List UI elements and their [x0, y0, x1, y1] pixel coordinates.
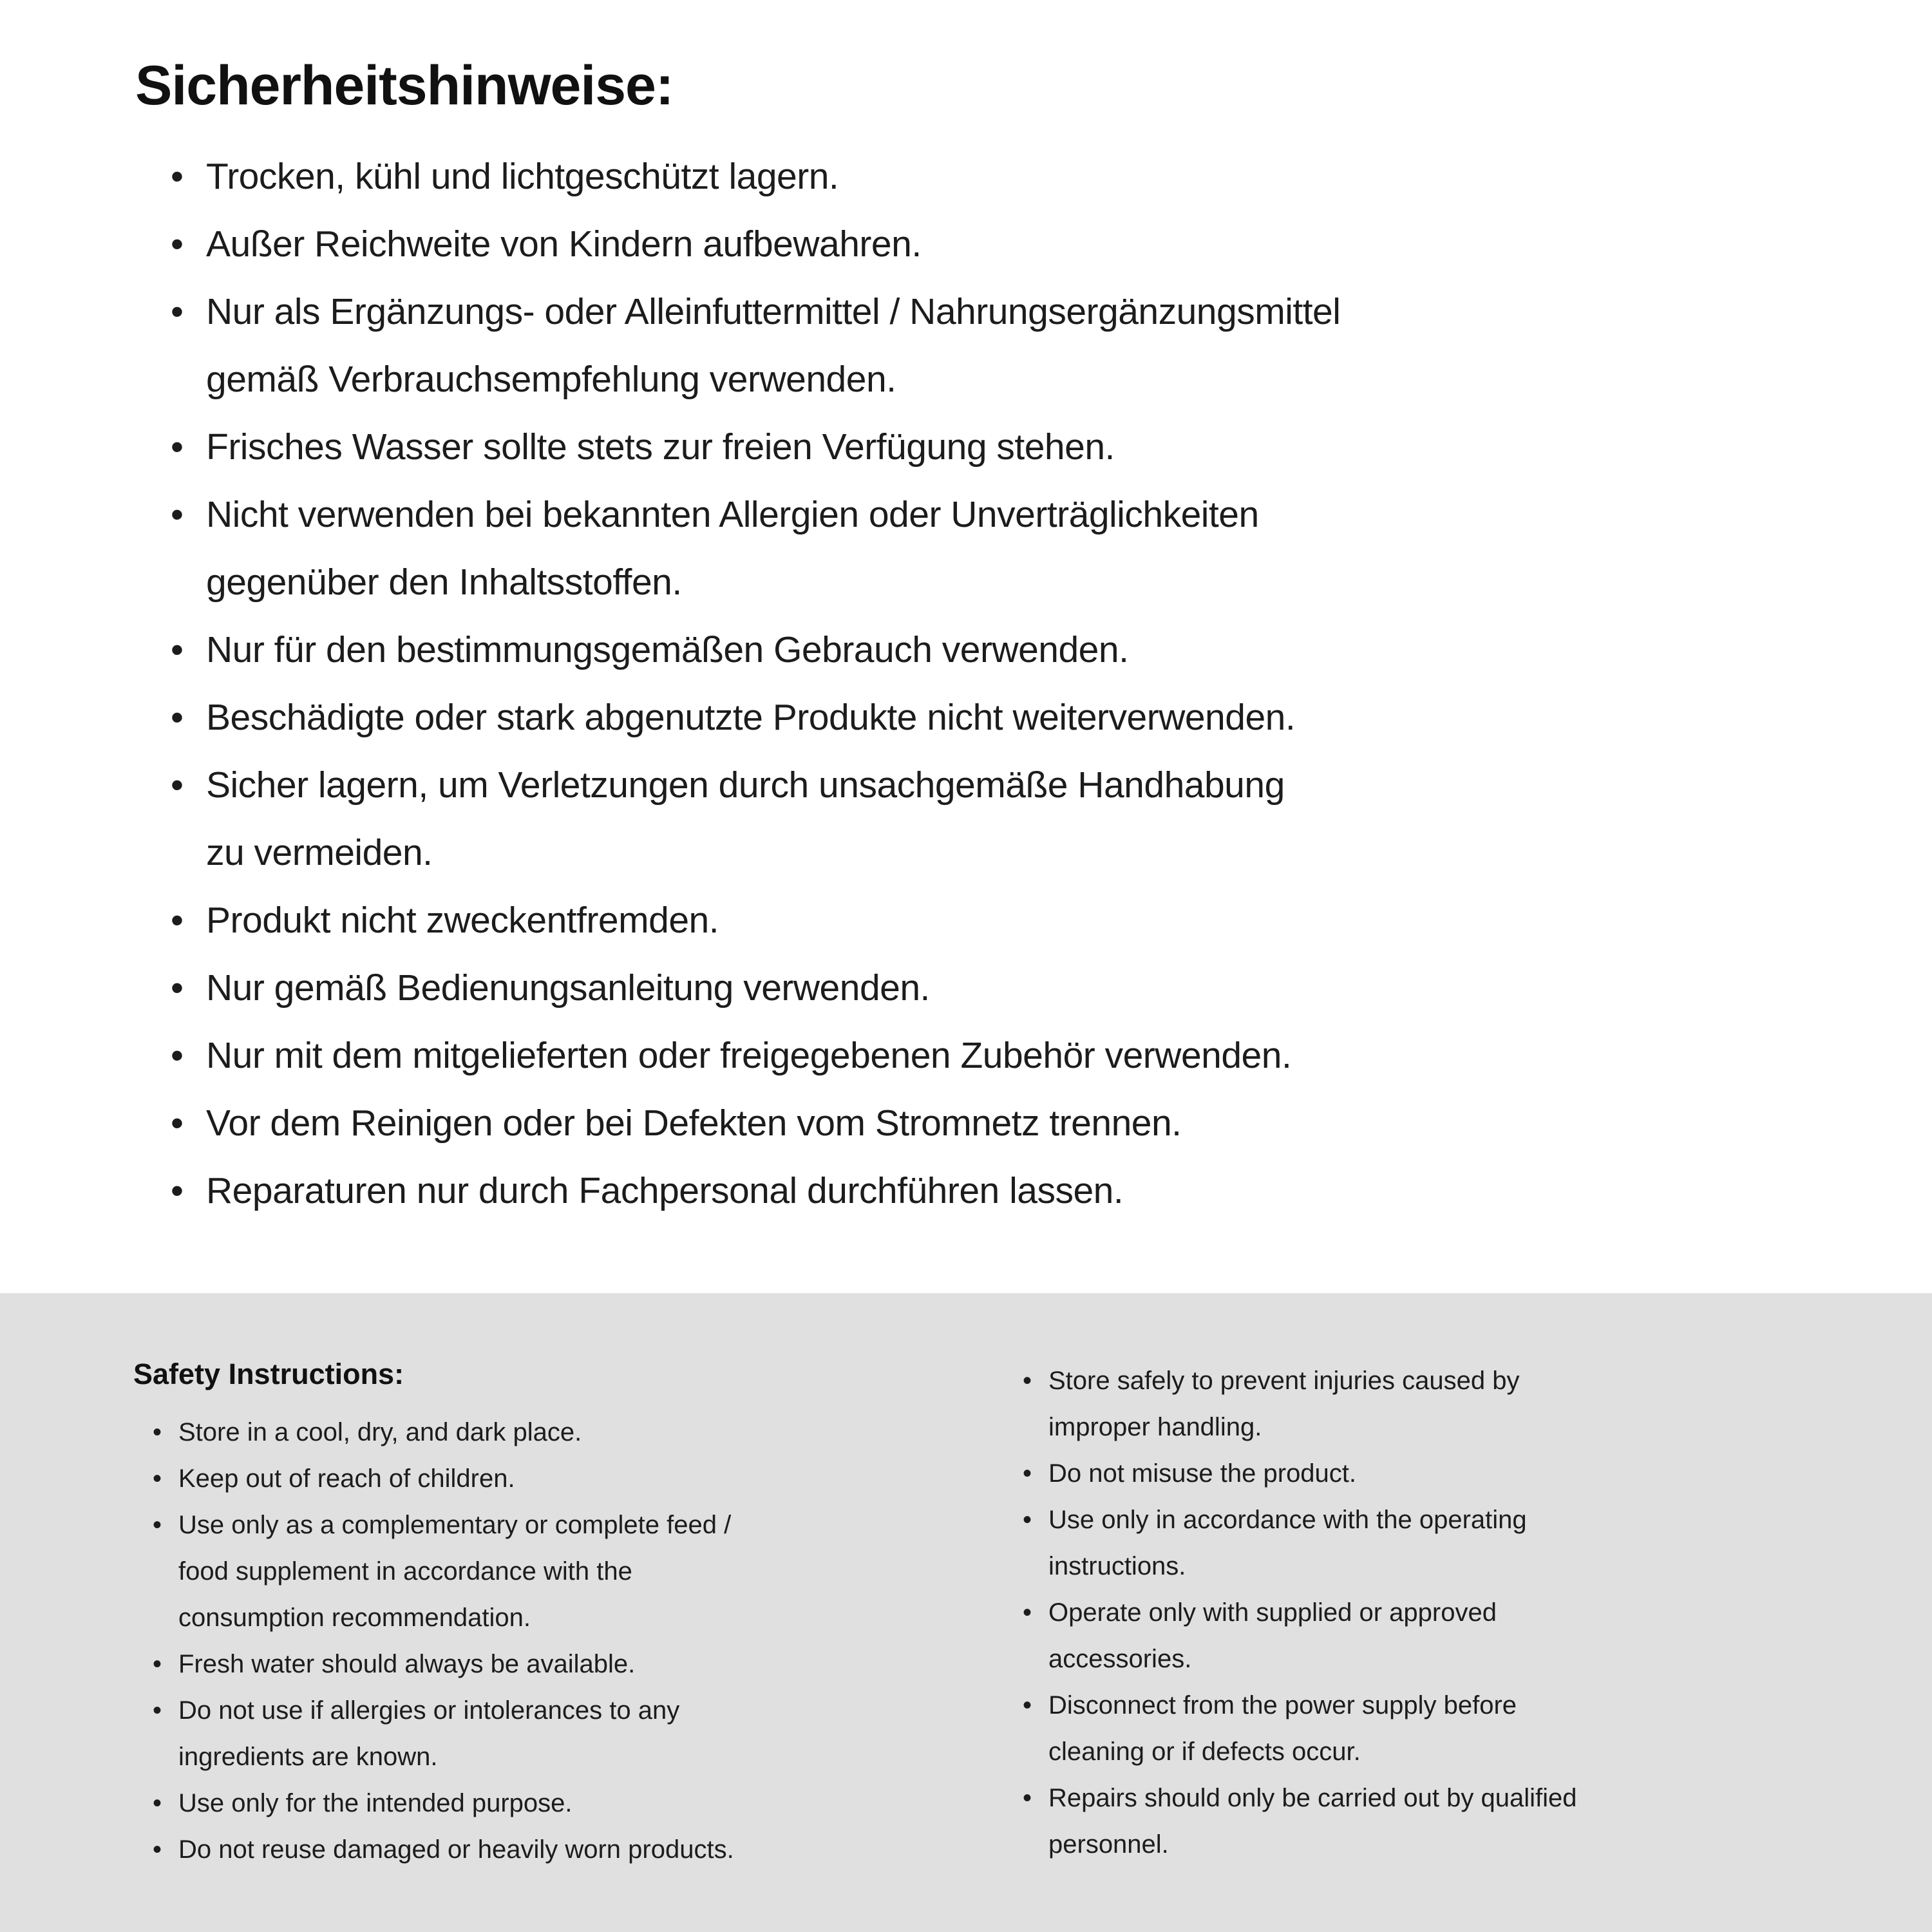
list-item-text: Frisches Wasser sollte stets zur freien Verfügung stehen. [206, 426, 1115, 468]
bullet-marker: • [171, 494, 184, 536]
list-item-text: Nur als Ergänzungs- oder Alleinfuttermittel / Nahrungsergänzungsmittel gemäß Verbrauchsempfehlung verwenden. [206, 291, 1341, 401]
bullet-marker: • [153, 1789, 162, 1817]
bullet-marker: • [171, 1103, 184, 1144]
list-item [1023, 1589, 1893, 1682]
bullet-marker: • [1023, 1598, 1032, 1627]
english-bullet-list-right [1023, 1358, 1893, 1868]
bullet-marker: • [1023, 1367, 1032, 1395]
english-right-column [1023, 1358, 1893, 1932]
bullet-marker: • [171, 223, 184, 265]
list-item [171, 413, 1855, 481]
list-item-text: Do not use if allergies or intolerances to any ingredients are known. [178, 1696, 680, 1771]
list-item [171, 1090, 1855, 1157]
bullet-marker: • [171, 426, 184, 468]
list-item-text: Fresh water should always be available. [178, 1650, 636, 1678]
list-item [171, 1157, 1855, 1225]
list-item [153, 1641, 1023, 1687]
list-item-text: Store in a cool, dry, and dark place. [178, 1418, 582, 1446]
bullet-marker: • [153, 1650, 162, 1678]
bullet-marker: • [153, 1418, 162, 1446]
bullet-marker: • [1023, 1784, 1032, 1812]
bullet-marker: • [171, 764, 184, 806]
list-item-text: Vor dem Reinigen oder bei Defekten vom Stromnetz trennen. [206, 1103, 1182, 1144]
list-item-text: Disconnect from the power supply before cleaning or if defects occur. [1048, 1691, 1517, 1766]
list-item [171, 684, 1855, 752]
list-item [171, 143, 1855, 211]
list-item [171, 1022, 1855, 1090]
list-item [171, 278, 1855, 413]
list-item-text: Store safely to prevent injuries caused by improper handling. [1048, 1367, 1520, 1441]
list-item-text: Do not reuse damaged or heavily worn products. [178, 1835, 734, 1864]
list-item-text: Operate only with supplied or approved accessories. [1048, 1598, 1497, 1673]
list-item [171, 752, 1855, 887]
list-item [153, 1687, 1023, 1780]
bullet-marker: • [153, 1511, 162, 1539]
list-item-text: Reparaturen nur durch Fachpersonal durchführen lassen. [206, 1170, 1124, 1212]
list-item-text: Repairs should only be carried out by qualified personnel. [1048, 1784, 1577, 1859]
list-item-text: Außer Reichweite von Kindern aufbewahren. [206, 223, 922, 265]
list-item-text: Keep out of reach of children. [178, 1464, 515, 1493]
list-item-text: Use only for the intended purpose. [178, 1789, 573, 1817]
bullet-marker: • [153, 1464, 162, 1493]
english-left-column [133, 1358, 1023, 1932]
list-item [1023, 1775, 1893, 1868]
list-item-text: Use only as a complementary or complete feed / food supplement in accordance with the consumption recommendation. [178, 1511, 732, 1632]
bullet-marker: • [171, 1035, 184, 1077]
bullet-marker: • [153, 1835, 162, 1864]
list-item [153, 1826, 1023, 1873]
list-item [153, 1780, 1023, 1826]
list-item-text: Trocken, kühl und lichtgeschützt lagern. [206, 156, 839, 198]
list-item [1023, 1358, 1893, 1450]
list-item-text: Sicher lagern, um Verletzungen durch unsachgemäße Handhabung zu vermeiden. [206, 764, 1285, 874]
list-item [171, 211, 1855, 278]
list-item [153, 1502, 1023, 1641]
list-item [1023, 1682, 1893, 1775]
bullet-marker: • [1023, 1506, 1032, 1534]
list-item [171, 887, 1855, 954]
bullet-marker: • [171, 156, 184, 198]
list-item [1023, 1497, 1893, 1589]
bullet-marker: • [1023, 1459, 1032, 1488]
bullet-marker: • [171, 900, 184, 942]
bullet-marker: • [171, 291, 184, 333]
list-item-text: Nicht verwenden bei bekannten Allergien oder Unverträglichkeiten gegenüber den Inhaltsstoffen. [206, 494, 1259, 603]
list-item [171, 954, 1855, 1022]
list-item-text: Nur gemäß Bedienungsanleitung verwenden. [206, 967, 930, 1009]
bullet-marker: • [171, 967, 184, 1009]
german-heading: Sicherheitshinweise: [135, 55, 674, 117]
bullet-marker: • [1023, 1691, 1032, 1719]
english-heading: Safety Instructions: [133, 1358, 404, 1390]
list-item [171, 616, 1855, 684]
list-item [153, 1455, 1023, 1502]
bullet-marker: • [171, 629, 184, 671]
bullet-marker: • [153, 1696, 162, 1725]
english-bullet-list-left [153, 1409, 1023, 1873]
list-item-text: Nur für den bestimmungsgemäßen Gebrauch verwenden. [206, 629, 1129, 671]
list-item-text: Use only in accordance with the operating instructions. [1048, 1506, 1527, 1580]
bullet-marker: • [171, 1170, 184, 1212]
list-item [171, 481, 1855, 616]
list-item-text: Produkt nicht zweckentfremden. [206, 900, 719, 942]
list-item [1023, 1450, 1893, 1497]
list-item-text: Nur mit dem mitgelieferten oder freigegebenen Zubehör verwenden. [206, 1035, 1292, 1077]
list-item-text: Do not misuse the product. [1048, 1459, 1357, 1488]
list-item-text: Beschädigte oder stark abgenutzte Produkte nicht weiterverwenden. [206, 697, 1296, 739]
english-section [0, 1293, 1932, 1932]
bullet-marker: • [171, 697, 184, 739]
list-item [153, 1409, 1023, 1455]
german-bullet-list [171, 143, 1855, 1225]
